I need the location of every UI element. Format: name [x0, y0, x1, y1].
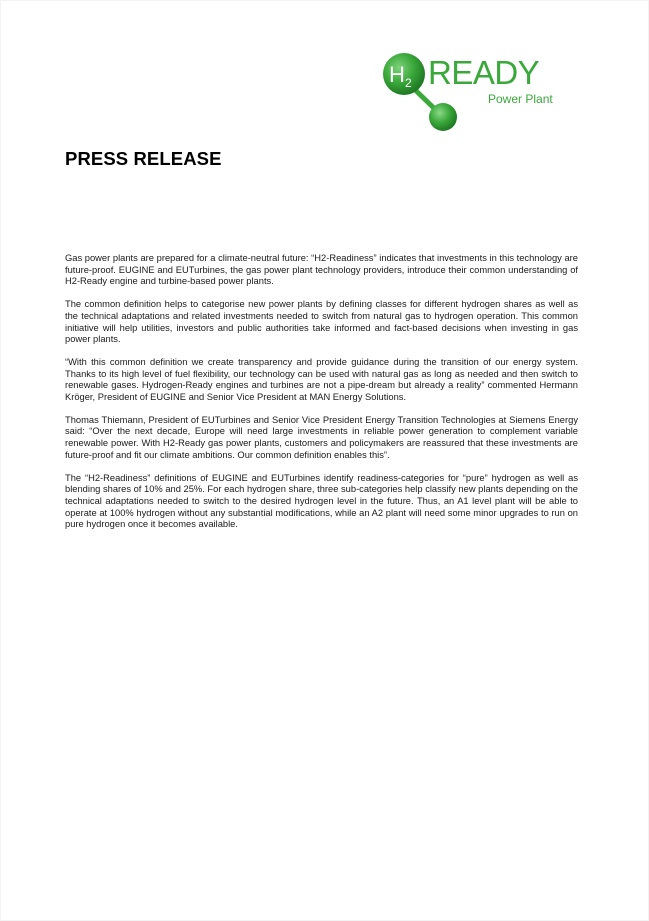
logo-ready-text: READY: [428, 54, 540, 91]
paragraph-quote-kroger: “With this common definition we create transparency and provide guidance during the transition of our energy system. Thanks to its high level of fuel flexibility, our technology can be used with natural gas as long as needed and then switch to renewable gases. Hydrogen-Ready engines and turbines are not a pipe-dream but already a reality” commented Hermann Kröger, President of EUGINE and Senior Vice President at MAN Energy Solutions.: [65, 356, 578, 403]
hydrogen-atom-small: [429, 103, 457, 131]
logo-subtitle: Power Plant: [488, 92, 553, 106]
paragraph-intro: Gas power plants are prepared for a climate-neutral future: “H2-Readiness” indicates that investments in this technology are future-proof. EUGINE and EUTurbines, the gas power plant technology providers, introduce their common understanding of H2-Ready engine and turbine-based power plants.: [65, 253, 578, 287]
press-release-body: [65, 253, 578, 542]
paragraph-definition: The common definition helps to categorise new power plants by defining classes for different hydrogen shares as well as the technical adaptations and related investments needed to switch from natural gas to hydrogen operation. This common initiative will help utilities, investors and public authorities take informed and fact-based decisions when investing in gas power plants.: [65, 299, 578, 345]
logo-subscript-two: 2: [405, 76, 412, 90]
h2-ready-logo-graphic: [380, 52, 585, 144]
logo-h-letter: H: [389, 62, 405, 87]
paragraph-quote-thiemann: Thomas Thiemann, President of EUTurbines and Senior Vice President Energy Transition Technologies at Siemens Energy said: “Over the next decade, Europe will need large investments in reliable power generation to complement variable renewable power. With H2-Ready gas power plants, customers and policymakers are reassured that these investments are future-proof and fit our climate ambitions. Our common definition enables this”.: [65, 414, 578, 460]
paragraph-categories: The “H2-Readiness” definitions of EUGINE and EUTurbines identify readiness-categories for “pure” hydrogen as well as blending shares of 10% and 25%. For each hydrogen share, three sub-categories help classify new plants depending on the technical adaptations needed to switch to the desired hydrogen level in the future. Thus, an A1 level plant will be able to operate at 100% hydrogen without any substantial modifications, while an A2 plant will need some minor upgrades to run on pure hydrogen once it becomes available.: [65, 472, 578, 530]
h2-ready-logo: [380, 52, 585, 144]
page-title: PRESS RELEASE: [65, 148, 222, 169]
